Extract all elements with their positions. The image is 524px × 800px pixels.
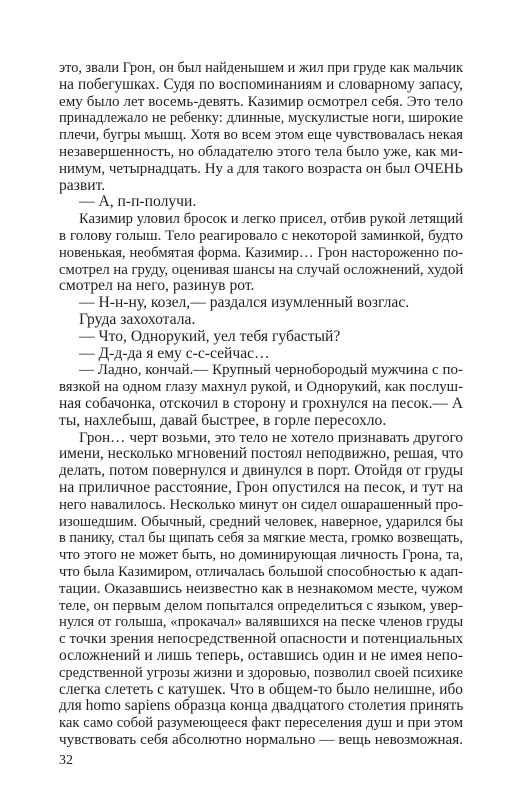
- text-line: ты, нахлебыш, давай быстрее, в горле пересохло.: [59, 411, 387, 429]
- text-line: это, звали Грон, он был найденышем и жил при груде как мальчик: [59, 60, 463, 76]
- text-line: тации. Оказавшись неизвестно как в незнакомом месте, чужом: [59, 580, 463, 597]
- page-number: 32: [59, 753, 73, 768]
- text-line: изошедшим. Обычный, средний человек, наверное, ударился бы: [59, 513, 463, 530]
- text-line: нимум, четырнадцать. Ну а для такого возраста он был ОЧЕНЬ: [59, 160, 463, 177]
- text-line: — Д-д-да я ему с-с-сейчас…: [79, 344, 270, 362]
- text-line: плечи, бугры мышц. Хотя во всем этом еще чувствовалась некая: [59, 127, 463, 144]
- text-line: делать, потом повернулся и двинулся в порт. Отойдя от груды: [59, 462, 463, 480]
- text-line: чувствовать себя абсолютно нормально — вещь невозможная.: [59, 731, 463, 748]
- text-line: в панику, стал бы щипать себя за мягкие места, громко возвещать,: [59, 530, 463, 547]
- text-line: нулся от голыша, «прокачал» валявшихся на песке членов груды: [59, 614, 464, 631]
- text-line: для homo sapiens образца конца двадцатого столетия принять: [59, 697, 464, 715]
- text-line: что этого не может быть, но доминирующая личность Грона, та,: [59, 547, 463, 564]
- text-line: вязкой на одном глазу махнул рукой, и Однорукий, как послуш-: [59, 379, 463, 396]
- text-line: — Что, Однорукий, уел тебя губастый?: [79, 327, 341, 345]
- text-line: как само собой разумеющееся факт переселения душ и при этом: [59, 715, 463, 732]
- text-line: незавершенность, но обладателю этого тела было уже, как ми-: [59, 144, 463, 160]
- text-line: — А, п-п-получи.: [79, 193, 197, 211]
- text-line: средственной угрозы жизни и здоровью, позволил своей психике: [59, 664, 463, 681]
- text-line: на побегушках. Судя по воспоминаниям и словарному запасу,: [59, 75, 463, 93]
- text-line: Груда захохотала.: [79, 311, 196, 328]
- text-line: ная собачонка, отскочил в сторону и грохнулся на песок.— А: [59, 395, 463, 412]
- text-line: в голову голыш. Тело реагировало с некоторой заминкой, будто: [59, 228, 463, 244]
- text-line: на приличное расстояние, Грон опустился на песок, и тут на: [59, 479, 463, 496]
- text-line: смотрел на груду, оценивая шансы на случай осложнений, худой: [59, 261, 464, 278]
- text-line: теле, он первым делом попытался определиться с языком, увер-: [59, 597, 463, 614]
- text-line: что была Казимиром, отличалась большой способностью к адап-: [59, 564, 464, 580]
- text-line: новенькая, необмятая форма. Казимир… Грон настороженно по-: [59, 244, 463, 261]
- text-line: — Ладно, кончай.— Крупный чернобородый мужчина с по-: [79, 362, 463, 379]
- text-line: него навалилось. Несколько минут он сидел ошарашенный про-: [59, 496, 463, 513]
- text-line: Грон… черт возьми, это тело не хотело признавать другого: [79, 428, 463, 446]
- text-line: развит.: [59, 176, 106, 194]
- text-line: — Н-н-ну, козел,— раздался изумленный возглас.: [79, 294, 410, 312]
- text-line: осложнений и лишь теперь, оставшись один и не имея непо-: [59, 647, 463, 664]
- text-line: Казимир уловил бросок и легко присел, отбив рукой летящий: [79, 211, 463, 228]
- text-line: слегка слететь с катушек. Что в общем-то было нелишне, ибо: [59, 680, 463, 698]
- text-line: ему было лет восемь-девять. Казимир осмотрел себя. Это тело: [59, 93, 463, 110]
- text-line: с точки зрения непосредственной опасности и потенциальных: [59, 630, 464, 648]
- text-line: принадлежало не ребенку: длинные, мускулистые ноги, широкие: [59, 110, 463, 127]
- text-line: смотрел на него, разинув рот.: [59, 277, 255, 295]
- text-line: имени, несколько мгновений постоял неподвижно, решая, что: [59, 445, 464, 463]
